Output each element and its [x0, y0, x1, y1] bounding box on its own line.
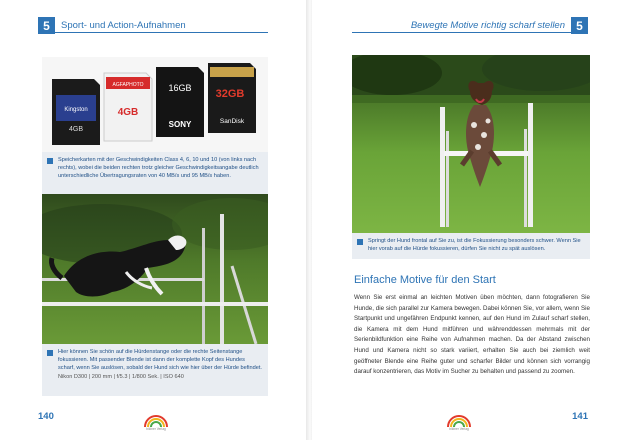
- card-brand-label: Kingston: [64, 107, 88, 113]
- sd-card-sandisk: [208, 63, 256, 133]
- memory-cards-caption: [42, 152, 268, 194]
- chapter-badge: 5: [571, 17, 588, 34]
- agility-dog-caption: [42, 344, 268, 396]
- jumping-dog-photo: [352, 55, 590, 233]
- right-header-title: Bewegte Motive richtig scharf stellen: [410, 20, 565, 31]
- left-page: [0, 0, 308, 440]
- caption-bullet-icon: [357, 239, 363, 245]
- left-header-title: Sport- und Action-Aufnahmen: [61, 20, 186, 31]
- card-brand-label: SanDisk: [219, 118, 245, 125]
- card-capacity-label: 32GB: [215, 88, 245, 100]
- agility-dog-photo: [42, 194, 268, 344]
- header-rule: [352, 32, 586, 33]
- chapter-badge: 5: [38, 17, 55, 34]
- card-brand-label: AGFAPHOTO: [112, 82, 144, 88]
- memory-cards-caption-text: Speicherkarten mit der Geschwindigkeiten Class 4, 6, 10 und 10 (von links nach rechts), wobei die beiden rechten trotz gleicher Geschwindigkeitsangabe deutlich unterschiedliche Übertragungsraten von 40 MB/s und 95 MB/s haben.: [58, 157, 259, 180]
- card-capacity-label: 4GB: [68, 126, 84, 133]
- header-rule: [38, 32, 268, 33]
- publisher-logo: [143, 414, 169, 432]
- sd-card-agfaphoto: [104, 73, 152, 141]
- section-heading: Einfache Motive für den Start: [354, 274, 496, 286]
- jumping-dog-caption-text: Springt der Hund frontal auf Sie zu, ist die Fokussierung besonders schwer. Wenn Sie hier vorab auf die Hürde fokussieren, dürfen Sie nicht zu spät auslösen.: [368, 238, 581, 253]
- publisher-logo-text: bildner Verlag: [449, 427, 469, 431]
- sd-card-kingston: [52, 79, 100, 145]
- publisher-logo: [446, 414, 472, 432]
- body-paragraph: Wenn Sie erst einmal an leichten Motiven üben möchten, dann fotografieren Sie Hunde, die sich parallel zur Kamera bewegen. Dabei können Sie, vor allem, wenn Sie Startpunkt und ungefähren Endpunkt kennen, auf den Hund im Zulauf scharf stellen, die Kamera mit dem Hund mitführen und währenddessen mehrmals mit der Serienbildfunktion eine Reihe von Aufnahmen machen. Da der Abstand zwischen Hund und Kamera nicht so stark variiert, erhalten Sie auch bei ziemlich weit geöffneter Blende eine Reihe guter und scharfer Bilder und können sich vorrangig darauf konzentrieren, das Motiv im Sucher zu behalten und passend zu zoomen.: [354, 294, 590, 376]
- card-brand-label: SONY: [168, 120, 192, 129]
- caption-bullet-icon: [47, 350, 53, 356]
- left-page-number: 140: [38, 411, 54, 422]
- exif-meta: Nikon D300 | 200 mm | f/5.3 | 1/800 Sek. | ISO 640: [58, 373, 184, 380]
- agility-dog-caption-text: Hier können Sie schön auf die Hürdenstange oder die rechte Seitenstange fokussieren. Mit passender Blende ist dann der komplette Kopf des Hundes scharf, wenn Sie auslösen, sobald der Hund sich wie hier über der Hürde befindet.: [58, 349, 262, 372]
- publisher-logo-text: bildner Verlag: [146, 427, 166, 431]
- right-page-number: 141: [572, 411, 588, 422]
- memory-cards-photo: [42, 57, 268, 152]
- card-capacity-label: 4GB: [117, 107, 139, 118]
- jumping-dog-caption: [352, 233, 590, 259]
- caption-bullet-icon: [47, 158, 53, 164]
- right-page: [312, 0, 620, 440]
- sd-card-sony: [156, 67, 204, 137]
- card-capacity-label: 16GB: [168, 83, 192, 93]
